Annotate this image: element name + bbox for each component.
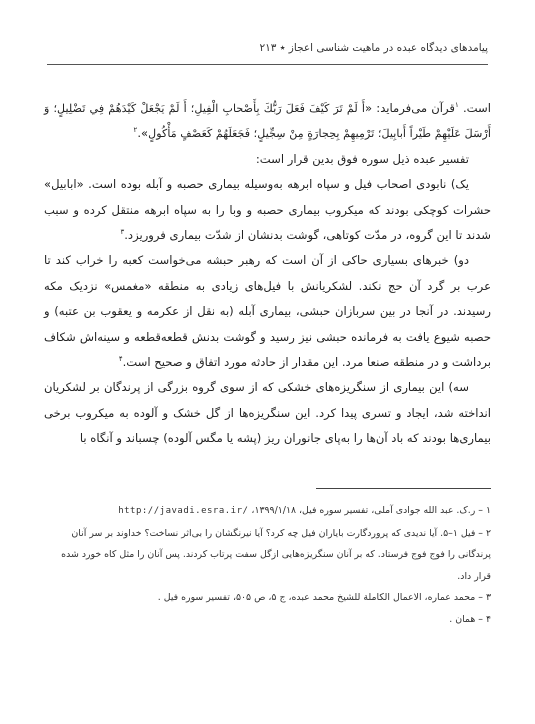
footnote-ref: ۴ [118,355,123,364]
main-text [44,96,491,452]
paragraph-intro: تفسیر عبده ذیل سوره فوق بدین قرار است: [255,151,469,166]
footnote-ref: ۳ [120,228,125,237]
footnote-marker: ۱ [454,101,459,110]
footnote-1: ۱ – ر.ک. عبد الله جوادی آملی، تفسیر سوره فیل، ۱۳۹۹/۱/۱۸، http://javadi.esra.ir/ [118,505,491,516]
header-rule [47,64,488,65]
footnotes [44,500,491,630]
paragraph-quran: است. $^۱$قرآن می‌فرماید: «أَ لَمْ تَرَ كَيْفَ فَعَلَ رَبُّكَ بِأَصْحابِ الْفِيلِ؛ أَ لَمْ يَجْعَلْ كَيْدَهُمْ فِي تَضْلِيلٍ؛ وَ أَرْسَلَ عَلَيْهِمْ طَيْراً أَبابِيلَ؛ تَرْمِيهِمْ بِحِجارَةٍ مِنْ سِجِّيلٍ؛ فَجَعَلَهُمْ كَعَصْفٍ مَأْكُولٍ».$^۲$ [44,101,491,141]
footnote-2: ۲ – فیل ۱–۵. آیا ندیدی که پروردگارت بایاران فیل چه کرد؟ آیا نیرنگشان را بی‌اثر نساخت؟ خداوند بر سر آنان پرندگانی را فوج فوج فرستاد. که بر آنان سنگریزه‌هایی ازگل سفت پرتاب کردند. پس آنان را مثل کاه خورد شده قرار داد. [61,527,491,582]
footnote-ref: ۲ [133,126,138,135]
footnote-4: ۴ – همان . [449,613,491,625]
running-title: پیامدهای دیدگاه عبده در ماهیت شناسی اعجاز [288,42,488,54]
paragraph-two: دو) خبرهای بسیاری حاکی از آن است که رهبر حبشه می‌خواست کعبه را خراب کند تا عرب بر گرد آن حج نکند. لشکریانش با فیل‌های زیادی به منطقه «مغمس» نزدیک مکه رسیدند. در آنجا در بین سربازان حبشی، بیماری آبله (به نقل از عکرمه و یعقوب بن عتبه) و حصبه شیوع یافت به فرمانده حبشی نیز رسید و گوشت بدنش قطعه‌قطعه و سینه‌اش شکاف برداشت و در منطقه صنعا مرد. این مقدار از حادثه مورد اتفاق و صحیح است.$^۴$ [44,253,491,370]
quran-verse: أَ لَمْ تَرَ كَيْفَ فَعَلَ رَبُّكَ بِأَصْحابِ الْفِيلِ؛ أَ لَمْ يَجْعَلْ كَيْدَهُمْ فِي تَضْلِيلٍ؛ وَ أَرْسَلَ عَلَيْهِمْ طَيْراً أَبابِيلَ؛ تَرْمِيهِمْ بِحِجارَةٍ مِنْ سِجِّيلٍ؛ فَجَعَلَهُمْ كَعَصْفٍ مَأْكُولٍ [44,102,491,141]
paragraph-one: یک) نابودی اصحاب فیل و سپاه ابرهه به‌وسیله بیماری حصبه و آبله بوده است. «ابابیل» حشرات کوچکی بودند که میکروب بیماری حصبه و وبا را به سپاه ابرهه منتقل کرده و سبب شدند تا این گروه، در مدّت کوتاهی، گوشت بدنشان از شدّت بیماری فروریزد.$^۳$ [44,177,491,243]
paragraph-three: سه) این بیماری از سنگریزه‌های خشکی که از سوی گروه بزرگی از پرندگان بر لشکریان انداخته شد، ایجاد و تسری پیدا کرد. این سنگریزه‌ها از گل خشک و آلوده به میکروب برخی بیماری‌ها بودند که باد آن‌ها را به‌پای جانوران ریز (پشه یا مگس آلوده) چسباند و آنگاه با [44,380,491,446]
page-header [47,42,488,54]
footnote-rule [316,488,491,489]
footnote-3: ۳ – محمد عماره، الاعمال الكاملة للشیخ محمد عبده، ج ۵، ص ۵۰۵، تفسیر سوره فیل . [157,592,491,603]
title-separator: ٭ [279,42,286,54]
footnote-link[interactable]: http://javadi.esra.ir/ [118,506,249,516]
page-number: ۲۱۳ [259,42,277,54]
